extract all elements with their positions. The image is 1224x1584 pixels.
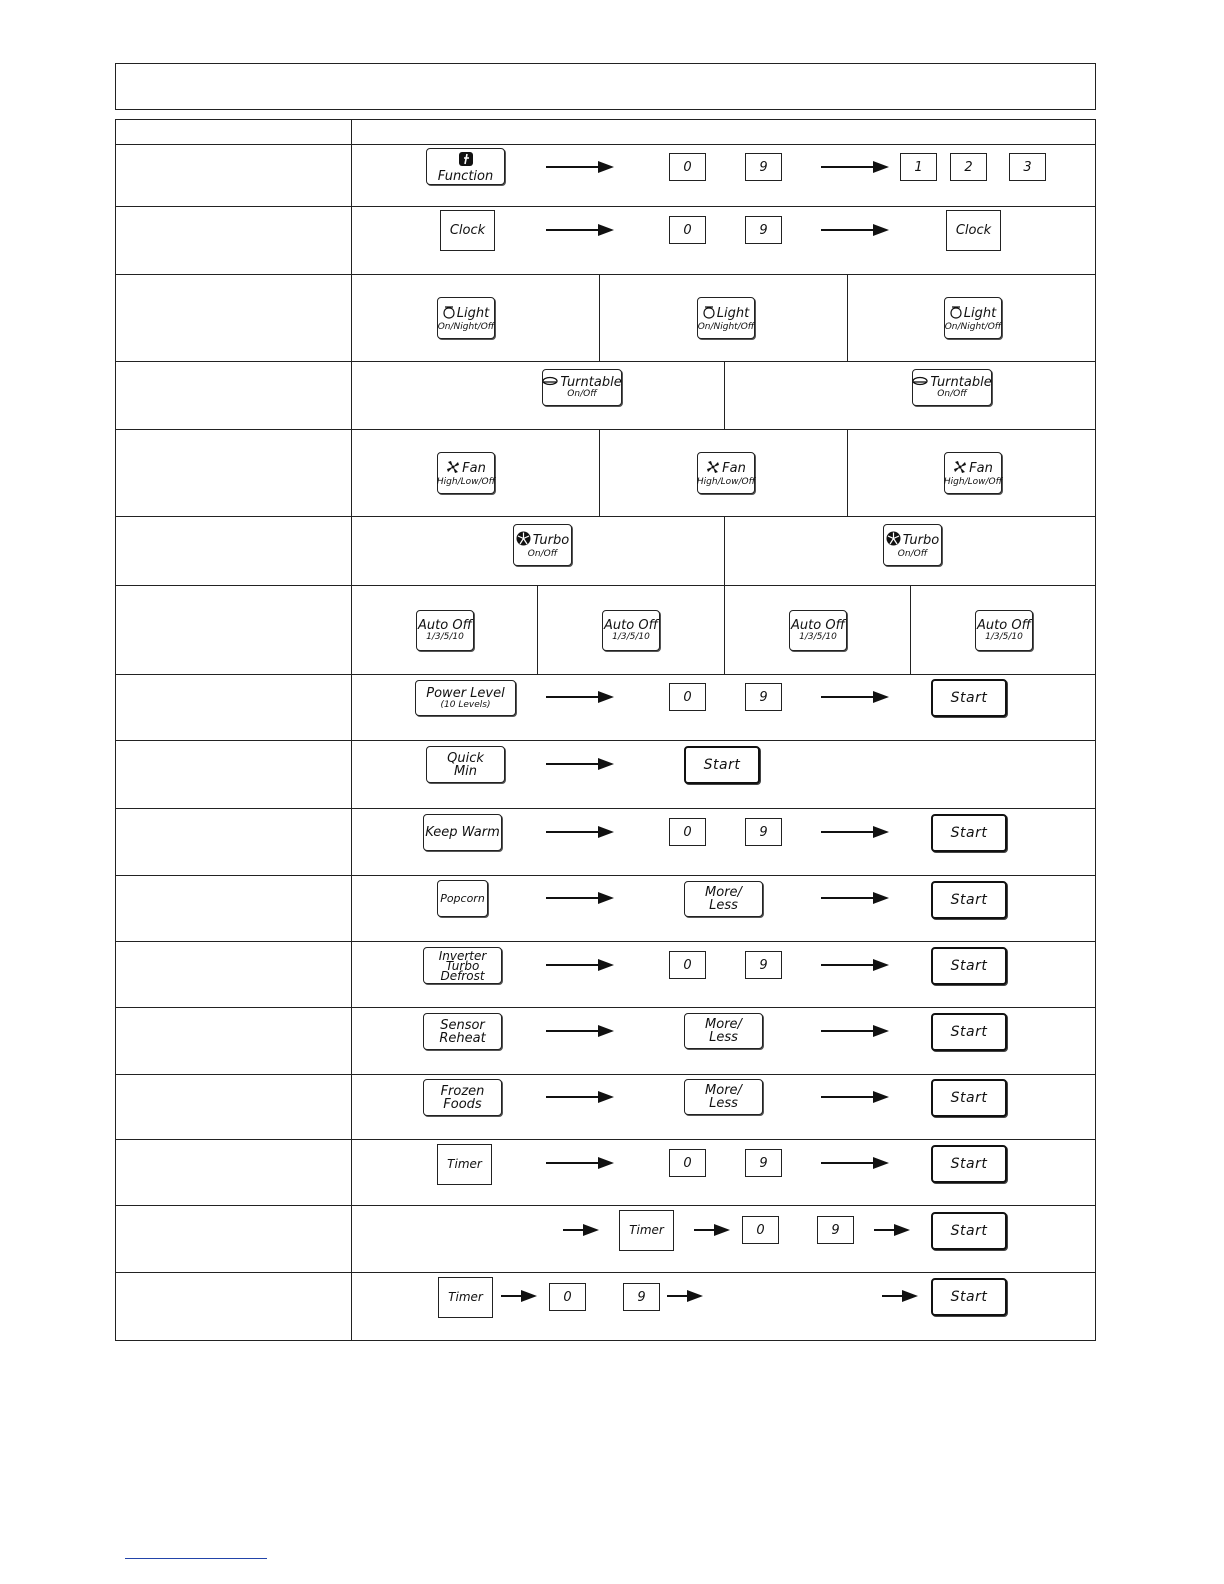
- cell-divider: [599, 429, 600, 516]
- turbo-key-sublabel: On/Off: [527, 549, 558, 559]
- row-line: [115, 1007, 1096, 1008]
- arrow-right-icon: [694, 1224, 730, 1236]
- power-level-key-label: Power Level: [426, 685, 505, 701]
- arrow-right-icon: [546, 892, 614, 904]
- start-button[interactable]: Start: [931, 814, 1007, 852]
- start-button[interactable]: Start: [931, 947, 1007, 985]
- turbo-fan-icon: [516, 531, 531, 549]
- turntable-key-sublabel: On/Off: [937, 389, 967, 399]
- digit-0-key[interactable]: 0: [669, 153, 706, 181]
- auto-off-key-sublabel: 1/3/5/10: [612, 632, 650, 642]
- start-button[interactable]: Start: [931, 1145, 1007, 1183]
- turbo-key[interactable]: [883, 524, 942, 566]
- turntable-key-label: Turntable: [930, 375, 992, 390]
- digit-0-key[interactable]: 0: [669, 1149, 706, 1177]
- digit-0-key[interactable]: 0: [669, 818, 706, 846]
- fan-key-label: Fan: [462, 460, 486, 476]
- sensor-key-line2: Reheat: [439, 1030, 486, 1046]
- clock-key[interactable]: Clock: [440, 210, 495, 251]
- fan-key-label: Fan: [969, 460, 993, 476]
- inverter-turbo-defrost-key[interactable]: [423, 947, 502, 984]
- arrow-right-icon: [821, 161, 889, 173]
- more-less-key[interactable]: [684, 881, 763, 917]
- digit-2-key[interactable]: 2: [950, 153, 987, 181]
- fan-key[interactable]: [437, 452, 495, 494]
- digit-1-key[interactable]: 1: [900, 153, 937, 181]
- quick-min-key-line2: Min: [453, 763, 478, 779]
- row-line: [115, 1272, 1096, 1273]
- fan-key-sublabel: High/Low/Off: [943, 476, 1003, 487]
- arrow-right-icon: [821, 691, 889, 703]
- timer-key[interactable]: Timer: [619, 1210, 674, 1251]
- more-less-key[interactable]: [684, 1079, 763, 1115]
- auto-off-key[interactable]: [975, 610, 1033, 651]
- arrow-right-icon: [821, 826, 889, 838]
- more-less-key-line2: Less: [709, 1030, 738, 1045]
- light-key-sublabel: On/Night/Off: [437, 321, 495, 332]
- digit-0-key[interactable]: 0: [669, 216, 706, 244]
- row-line: [115, 875, 1096, 876]
- more-less-key-line1: More/: [705, 885, 742, 900]
- turbo-key[interactable]: [513, 524, 572, 566]
- arrow-right-icon: [546, 1091, 614, 1103]
- function-icon: [458, 151, 474, 170]
- digit-0-key[interactable]: 0: [549, 1283, 586, 1311]
- footer-link-underline: [125, 1558, 267, 1559]
- timer-key[interactable]: Timer: [437, 1144, 492, 1185]
- frozen-key-line2: Foods: [443, 1096, 482, 1112]
- header-row-line: [115, 144, 1096, 145]
- digit-9-key[interactable]: 9: [745, 1149, 782, 1177]
- auto-off-key[interactable]: [602, 610, 660, 651]
- digit-0-key[interactable]: 0: [742, 1216, 779, 1244]
- row-line: [115, 516, 1096, 517]
- arrow-right-icon: [821, 1157, 889, 1169]
- turntable-key-label: Turntable: [560, 375, 622, 390]
- frozen-foods-key[interactable]: [423, 1079, 502, 1116]
- row-line: [115, 808, 1096, 809]
- cell-divider: [724, 361, 725, 429]
- more-less-key-line1: More/: [705, 1083, 742, 1098]
- inverter-key-line1: Inverter: [438, 948, 487, 963]
- start-button[interactable]: Start: [931, 1013, 1007, 1051]
- arrow-right-icon: [821, 1025, 889, 1037]
- auto-off-key-label: Auto Off: [791, 618, 845, 633]
- start-button[interactable]: Start: [931, 1212, 1007, 1250]
- power-level-key-sublabel: (10 Levels): [440, 699, 491, 710]
- column-divider: [351, 119, 352, 1341]
- title-box: [115, 63, 1096, 110]
- arrow-right-icon: [563, 1224, 599, 1236]
- fan-icon: [706, 460, 720, 477]
- bulb-icon: [703, 305, 715, 322]
- light-key-label: Light: [963, 305, 997, 321]
- inverter-key-line2: Turbo: [445, 958, 480, 973]
- fan-key-sublabel: High/Low/Off: [696, 476, 756, 487]
- popcorn-key[interactable]: Popcorn: [437, 880, 488, 917]
- arrow-right-icon: [821, 959, 889, 971]
- turbo-key-sublabel: On/Off: [897, 549, 928, 559]
- cell-divider: [724, 516, 725, 585]
- start-button[interactable]: Start: [931, 1079, 1007, 1117]
- auto-off-key-label: Auto Off: [977, 618, 1031, 633]
- cell-divider: [847, 274, 848, 361]
- start-button[interactable]: Start: [684, 746, 760, 784]
- digit-9-key[interactable]: 9: [817, 1216, 854, 1244]
- arrow-right-icon: [821, 224, 889, 236]
- fan-icon: [953, 460, 967, 477]
- light-key[interactable]: [697, 297, 755, 339]
- light-key-label: Light: [716, 305, 750, 321]
- function-key[interactable]: [426, 148, 505, 185]
- timer-key[interactable]: Timer: [438, 1277, 493, 1318]
- fan-key-label: Fan: [722, 460, 746, 476]
- arrow-right-icon: [821, 1091, 889, 1103]
- power-level-key[interactable]: [415, 680, 516, 716]
- auto-off-key[interactable]: [416, 610, 474, 651]
- more-less-key[interactable]: [684, 1013, 763, 1049]
- sensor-key-line1: Sensor: [440, 1017, 485, 1033]
- digit-0-key[interactable]: 0: [669, 683, 706, 711]
- turbo-key-label: Turbo: [532, 532, 570, 548]
- start-button[interactable]: Start: [931, 1278, 1007, 1316]
- start-button[interactable]: Start: [931, 679, 1007, 717]
- digit-9-key[interactable]: 9: [623, 1283, 660, 1311]
- digit-9-key[interactable]: 9: [745, 818, 782, 846]
- row-line: [115, 674, 1096, 675]
- row-line: [115, 941, 1096, 942]
- row-line: [115, 1139, 1096, 1140]
- arrow-right-icon: [546, 758, 614, 770]
- auto-off-key-sublabel: 1/3/5/10: [985, 632, 1023, 642]
- more-less-key-line1: More/: [705, 1017, 742, 1032]
- fan-icon: [446, 460, 460, 477]
- sensor-reheat-key[interactable]: [423, 1013, 502, 1050]
- row-line: [115, 274, 1096, 275]
- row-line: [115, 361, 1096, 362]
- fan-key[interactable]: [944, 452, 1002, 494]
- fan-key-sublabel: High/Low/Off: [436, 476, 496, 487]
- auto-off-key-label: Auto Off: [418, 618, 472, 633]
- keep-warm-key[interactable]: Keep Warm: [423, 814, 502, 851]
- turbo-fan-icon: [886, 531, 901, 549]
- row-line: [115, 1205, 1096, 1206]
- arrow-right-icon: [546, 161, 614, 173]
- arrow-right-icon: [501, 1290, 537, 1302]
- row-line: [115, 1074, 1096, 1075]
- fan-key[interactable]: [697, 452, 755, 494]
- light-key[interactable]: [944, 297, 1002, 339]
- arrow-right-icon: [667, 1290, 703, 1302]
- turntable-key[interactable]: [542, 369, 622, 406]
- function-key-label: Function: [437, 168, 494, 184]
- row-line: [115, 740, 1096, 741]
- light-key[interactable]: [437, 297, 495, 339]
- arrow-right-icon: [874, 1224, 910, 1236]
- auto-off-key-sublabel: 1/3/5/10: [426, 632, 464, 642]
- more-less-key-line2: Less: [709, 898, 738, 913]
- arrow-right-icon: [546, 1025, 614, 1037]
- digit-9-key[interactable]: 9: [745, 683, 782, 711]
- arrow-right-icon: [546, 1157, 614, 1169]
- cell-divider: [910, 585, 911, 674]
- digit-0-key[interactable]: 0: [669, 951, 706, 979]
- row-line: [115, 585, 1096, 586]
- cell-divider: [724, 585, 725, 674]
- arrow-right-icon: [546, 691, 614, 703]
- frozen-key-line1: Frozen: [440, 1083, 485, 1099]
- digit-9-key[interactable]: 9: [745, 153, 782, 181]
- arrow-right-icon: [882, 1290, 918, 1302]
- turbo-key-label: Turbo: [902, 532, 940, 548]
- digit-3-key[interactable]: 3: [1009, 153, 1046, 181]
- arrow-right-icon: [546, 959, 614, 971]
- light-key-sublabel: On/Night/Off: [697, 321, 755, 332]
- turntable-key-sublabel: On/Off: [567, 389, 597, 399]
- row-line: [115, 429, 1096, 430]
- auto-off-key-sublabel: 1/3/5/10: [799, 632, 837, 642]
- arrow-right-icon: [821, 892, 889, 904]
- turntable-icon: [542, 376, 558, 389]
- digit-9-key[interactable]: 9: [745, 216, 782, 244]
- arrow-right-icon: [546, 224, 614, 236]
- quick-min-key[interactable]: [426, 746, 505, 783]
- quick-min-key-line1: Quick: [447, 750, 484, 766]
- row-line: [115, 206, 1096, 207]
- cell-divider: [847, 429, 848, 516]
- digit-9-key[interactable]: 9: [745, 951, 782, 979]
- cell-divider: [537, 585, 538, 674]
- light-key-sublabel: On/Night/Off: [944, 321, 1002, 332]
- cell-divider: [599, 274, 600, 361]
- start-button[interactable]: Start: [931, 881, 1007, 919]
- turntable-icon: [912, 376, 928, 389]
- auto-off-key-label: Auto Off: [604, 618, 658, 633]
- turntable-key[interactable]: [912, 369, 992, 406]
- arrow-right-icon: [546, 826, 614, 838]
- bulb-icon: [950, 305, 962, 322]
- auto-off-key[interactable]: [789, 610, 847, 651]
- light-key-label: Light: [456, 305, 490, 321]
- more-less-key-line2: Less: [709, 1096, 738, 1111]
- inverter-key-line3: Defrost: [440, 968, 485, 983]
- clock-key[interactable]: Clock: [946, 210, 1001, 251]
- bulb-icon: [443, 305, 455, 322]
